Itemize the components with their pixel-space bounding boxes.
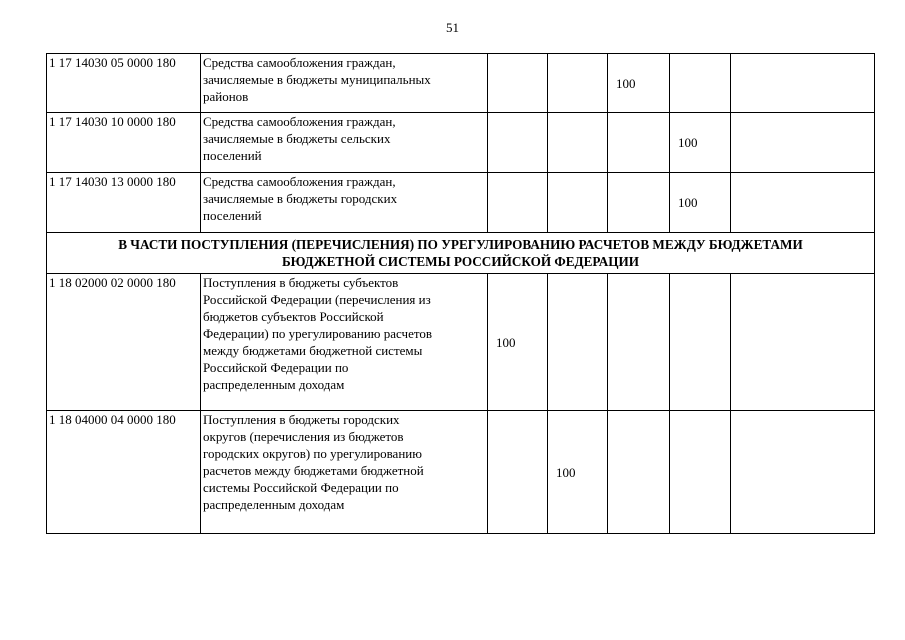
income-description: Средства самообложения граждан, зачисляемые в бюджеты городских поселений xyxy=(201,173,488,233)
table-row xyxy=(47,274,875,411)
percent-cell: 100 xyxy=(488,274,548,411)
percent-cell xyxy=(488,113,548,173)
income-description: Средства самообложения граждан, зачисляемые в бюджеты муниципальных районов xyxy=(201,54,488,113)
percent-cell xyxy=(670,411,731,534)
percent-cell: 100 xyxy=(608,54,670,113)
percent-cell xyxy=(608,274,670,411)
percent-cell xyxy=(608,411,670,534)
budget-code: 1 18 02000 02 0000 180 xyxy=(47,274,201,411)
percent-cell xyxy=(608,113,670,173)
budget-table xyxy=(46,53,875,534)
percent-cell xyxy=(488,411,548,534)
budget-code: 1 17 14030 13 0000 180 xyxy=(47,173,201,233)
percent-cell xyxy=(548,274,608,411)
percent-cell xyxy=(548,113,608,173)
percent-cell xyxy=(731,113,875,173)
percent-cell xyxy=(670,274,731,411)
income-description: Средства самообложения граждан, зачисляемые в бюджеты сельских поселений xyxy=(201,113,488,173)
page-number: 51 xyxy=(446,20,459,35)
percent-cell xyxy=(488,173,548,233)
percent-cell xyxy=(731,54,875,113)
percent-cell xyxy=(548,54,608,113)
percent-cell xyxy=(731,411,875,534)
budget-code: 1 17 14030 10 0000 180 xyxy=(47,113,201,173)
percent-cell xyxy=(731,274,875,411)
percent-cell xyxy=(670,54,731,113)
percent-cell: 100 xyxy=(670,173,731,233)
percent-cell xyxy=(488,54,548,113)
percent-cell xyxy=(608,173,670,233)
table-row xyxy=(47,411,875,534)
table-row xyxy=(47,54,875,113)
budget-code: 1 18 04000 04 0000 180 xyxy=(47,411,201,534)
percent-cell: 100 xyxy=(548,411,608,534)
table-row xyxy=(47,113,875,173)
income-description: Поступления в бюджеты городских округов (перечисления из бюджетов городских округов) по урегулированию расчетов между бюджетами бюджетной системы Российской Федерации по распределенным доходам xyxy=(201,411,488,534)
percent-cell xyxy=(548,173,608,233)
percent-cell: 100 xyxy=(670,113,731,173)
percent-cell xyxy=(731,173,875,233)
section-header: В ЧАСТИ ПОСТУПЛЕНИЯ (ПЕРЕЧИСЛЕНИЯ) ПО УРЕГУЛИРОВАНИЮ РАСЧЕТОВ МЕЖДУ БЮДЖЕТАМИ БЮДЖЕТНОЙ СИСТЕМЫ РОССИЙСКОЙ ФЕДЕРАЦИИ xyxy=(47,233,875,274)
section-row xyxy=(47,233,875,274)
table-row xyxy=(47,173,875,233)
budget-code: 1 17 14030 05 0000 180 xyxy=(47,54,201,113)
income-description: Поступления в бюджеты субъектов Российской Федерации (перечисления из бюджетов субъектов Российской Федерации) по урегулированию расчетов между бюджетами бюджетной системы Российской Федерации по распределенным доходам xyxy=(201,274,488,411)
